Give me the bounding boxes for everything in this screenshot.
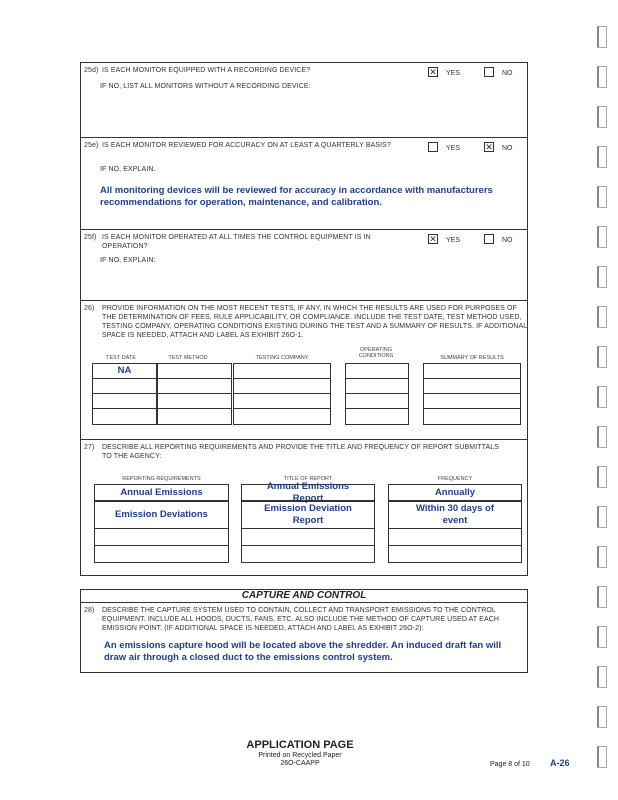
footer-form-code: 26O-CAAPP <box>280 760 320 767</box>
q25e-question: IS EACH MONITOR REVIEWED FOR ACCURACY ON AT LEAST A QUARTERLY BASIS? <box>102 142 391 149</box>
q25f-yes-label: YES <box>446 237 461 244</box>
q28-answer: An emissions capture hood will be located above the shredder. An induced draft fan will draw air through a closed duct to the emissions control system. <box>104 640 502 663</box>
q25d-number: 25d) <box>84 67 99 74</box>
binder-tab-mark <box>597 226 607 248</box>
q26-header-testing-company: TESTING COMPANY <box>255 355 309 361</box>
q26-table-cell[interactable] <box>345 408 409 425</box>
q25f-number: 25f) <box>84 234 97 241</box>
binder-tab-mark <box>597 706 607 728</box>
capture-title: CAPTURE AND CONTROL <box>80 590 528 603</box>
q27-header-title: TITLE OF REPORT <box>283 476 333 482</box>
q26-table-cell[interactable] <box>92 378 157 394</box>
q27-table-cell[interactable]: Emission Deviations <box>94 500 229 529</box>
binder-tab-mark <box>597 426 607 448</box>
q25f-no-checkbox[interactable] <box>484 234 494 244</box>
q25d-no-label: NO <box>502 70 513 77</box>
q26-table-cell[interactable] <box>345 378 409 394</box>
q25f-yes-checkbox[interactable]: ✕ <box>429 234 437 244</box>
q27-table-cell[interactable] <box>94 545 229 563</box>
q25f-subprompt: IF NO, EXPLAIN: <box>100 257 156 264</box>
q26-table-cell[interactable] <box>157 408 232 425</box>
binder-tab-mark <box>597 66 607 88</box>
q25e-subprompt: IF NO, EXPLAIN. <box>100 166 156 173</box>
binder-tab-mark <box>597 346 607 368</box>
q27-table-cell[interactable] <box>241 545 375 563</box>
q26-table-cell[interactable] <box>233 393 331 409</box>
q27-table-cell[interactable] <box>388 545 522 563</box>
divider <box>80 229 528 230</box>
q27-table-cell[interactable]: Annual Emissions <box>94 484 229 502</box>
q26-table-cell[interactable] <box>233 363 331 379</box>
q26-table-cell[interactable] <box>92 408 157 425</box>
q27-table-cell[interactable] <box>94 528 229 546</box>
binder-tab-mark <box>597 106 607 128</box>
binder-tab-mark <box>597 466 607 488</box>
q26-table-cell[interactable] <box>233 378 331 394</box>
q25d-subprompt: IF NO, LIST ALL MONITORS WITHOUT A RECORDING DEVICE: <box>100 83 311 90</box>
q25e-no-checkbox[interactable]: ✕ <box>485 142 493 152</box>
page-code: A-26 <box>550 758 570 768</box>
q26-table-cell[interactable] <box>157 393 232 409</box>
q25d-yes-checkbox[interactable]: ✕ <box>429 67 437 77</box>
q27-number: 27) <box>84 444 95 451</box>
q27-header-requirements: REPORTING REQUIREMENTS <box>122 476 201 482</box>
q27-header-frequency: FREQUENCY <box>437 476 473 482</box>
q26-table-cell[interactable] <box>157 363 232 379</box>
q25f-no-label: NO <box>502 237 513 244</box>
binder-tab-mark <box>597 186 607 208</box>
binder-tab-mark <box>597 746 607 768</box>
q25e-yes-checkbox[interactable] <box>428 142 438 152</box>
q26-number: 26) <box>84 305 95 312</box>
q27-table-cell[interactable]: Annually <box>388 484 522 502</box>
q25f-question: IS EACH MONITOR OPERATED AT ALL TIMES THE CONTROL EQUIPMENT IS IN OPERATION? <box>102 234 371 250</box>
q26-table-cell[interactable] <box>345 363 409 379</box>
q28-number: 28) <box>84 607 95 614</box>
binder-tab-mark <box>597 26 607 48</box>
q25e-answer: All monitoring devices will be reviewed for accuracy in accordance with manufacturers recommendations for operation, maintenance, and calibration. <box>100 185 493 208</box>
q27-table-cell[interactable]: Within 30 days of event <box>388 500 522 529</box>
binder-tab-mark <box>597 146 607 168</box>
page-number: Page 8 of 10 <box>490 761 530 768</box>
q26-table-cell[interactable] <box>345 393 409 409</box>
divider <box>80 137 528 138</box>
q26-header-test-date: TEST DATE <box>106 355 136 361</box>
q26-table-cell[interactable] <box>423 408 521 425</box>
q26-table-cell[interactable] <box>423 363 521 379</box>
q28-question: DESCRIBE THE CAPTURE SYSTEM USED TO CONTAIN, COLLECT AND TRANSPORT EMISSIONS TO THE CONTROL EQUIPMENT. INCLUDE ALL HOODS, DUCTS, FANS, ETC. ALSO INCLUDE THE METHOD OF CAPTURE USED AT EACH EMISSION POINT. (IF ADDITIONAL SPACE IS NEEDED, ATTACH AND LABEL AS EXHIBIT 26O-2): <box>102 607 500 632</box>
q26-header-test-method: TEST METHOD <box>168 355 208 361</box>
divider <box>80 439 528 440</box>
binder-tab-mark <box>597 666 607 688</box>
divider <box>80 300 528 301</box>
q27-table-cell[interactable]: Annual Emissions Report <box>241 484 375 502</box>
binder-tab-mark <box>597 586 607 608</box>
footer-recycled: Printed on Recycled Paper <box>258 752 342 759</box>
binder-tab-mark <box>597 306 607 328</box>
q25d-question: IS EACH MONITOR EQUIPPED WITH A RECORDING DEVICE? <box>102 67 311 74</box>
q26-header-operating-conditions: OPERATING CONDITIONS <box>358 347 394 359</box>
q25e-number: 25e) <box>84 142 99 149</box>
footer-title: APPLICATION PAGE <box>246 739 354 751</box>
q25d-no-checkbox[interactable] <box>484 67 494 77</box>
q26-table-cell[interactable] <box>233 408 331 425</box>
q26-header-summary: SUMMARY OF RESULTS <box>440 355 504 361</box>
q26-table-cell[interactable] <box>423 393 521 409</box>
q26-table-cell[interactable] <box>92 393 157 409</box>
q27-table-cell[interactable] <box>388 528 522 546</box>
binder-tab-mark <box>597 626 607 648</box>
q26-table-cell[interactable] <box>423 378 521 394</box>
binder-tab-mark <box>597 546 607 568</box>
binder-tab-mark <box>597 506 607 528</box>
q26-question: PROVIDE INFORMATION ON THE MOST RECENT TESTS, IF ANY, IN WHICH THE RESULTS ARE USED FOR PURPOSES OF THE DETERMINATION OF FEES, RULE APPLICABILITY, OR COMPLIANCE. INCLUDE THE TEST DATE, TEST METHOD USED, TESTING COMPANY, OPERATING CONDITIONS EXISTING DURING THE TEST AND A SUMMARY OF RESULTS. IF ADDITIONAL SPACE IS NEEDED, ATTACH AND LABEL AS EXHIBIT 26O-1. <box>102 305 527 339</box>
q26-table-cell[interactable] <box>157 378 232 394</box>
binder-tab-mark <box>597 266 607 288</box>
q25e-no-label: NO <box>502 145 513 152</box>
q26-test-date-value: NA <box>117 365 132 376</box>
q27-table-cell[interactable] <box>241 528 375 546</box>
q27-question: DESCRIBE ALL REPORTING REQUIREMENTS AND PROVIDE THE TITLE AND FREQUENCY OF REPORT SUBMITTALS TO THE AGENCY: <box>102 444 500 460</box>
q25d-yes-label: YES <box>446 70 461 77</box>
binder-tab-mark <box>597 386 607 408</box>
q27-table-cell[interactable]: Emission Deviation Report <box>241 500 375 529</box>
q25e-yes-label: YES <box>446 145 461 152</box>
